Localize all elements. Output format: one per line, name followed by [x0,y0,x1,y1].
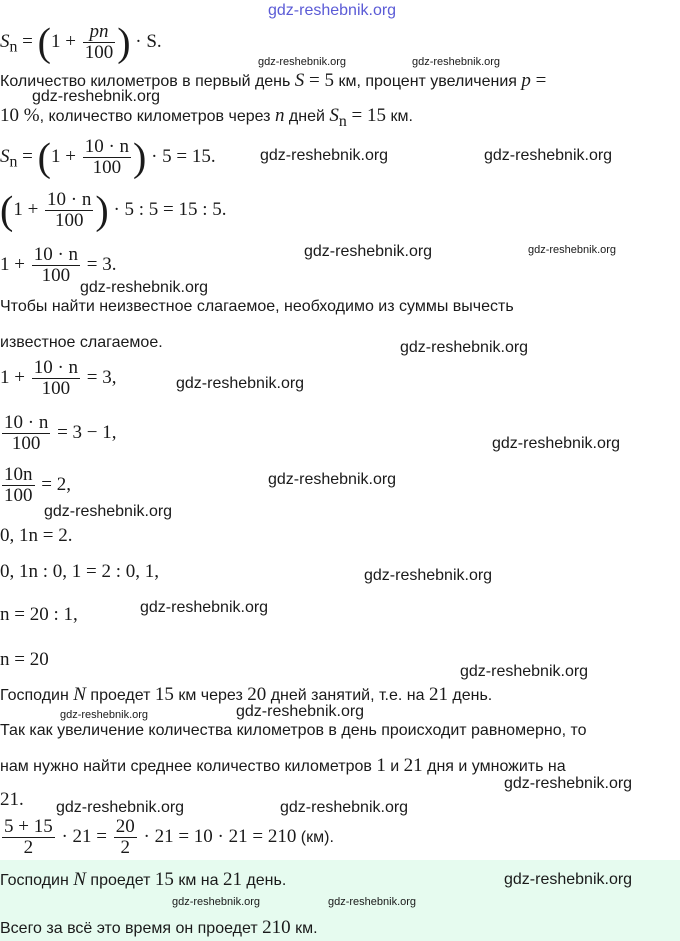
frac-num: pn [89,21,109,42]
eq-sign: = [22,145,33,167]
paren-open: ( [0,187,14,233]
var-n: N [73,869,86,890]
frac-num: 10 · n [84,136,130,157]
watermark: gdz-reshebnik.org [56,799,185,816]
watermark: gdz-reshebnik.org [176,375,305,392]
frac-den: 100 [41,265,71,286]
eq-fraction [2,413,50,454]
eq-s: S [0,145,10,167]
watermark: gdz-reshebnik.org [236,703,365,720]
watermark: gdz-reshebnik.org [172,896,261,908]
answer-line-2 [0,918,318,939]
conclusion-text: день. [447,687,493,704]
given-text: Количество километров в первый день [0,73,295,90]
avg-text: дня и умножить на [422,758,566,775]
frac-den: 100 [4,485,33,506]
eq-one-plus: 1 + [50,145,76,167]
conclusion-text: проедет [85,687,155,704]
equation-8: 0, 1n : 0, 1 = 2 : 0, 1, [0,561,160,582]
eq-fraction [83,137,131,178]
frac-num: 5 + 15 [4,816,53,837]
calc-fraction-1 [2,817,55,858]
conclusion-line [0,685,492,706]
watermark: gdz-reshebnik.org [140,599,269,616]
eq-fraction [32,245,80,286]
frac-num: 10 · n [4,412,49,433]
eq-rest: · 5 = 15. [151,145,216,167]
formula-one-plus: 1 + [50,30,76,52]
watermark: gdz-reshebnik.org [412,56,501,68]
answer-text: Всего за всё это время он проедет [0,920,263,937]
answer-text: Господин [0,872,74,889]
calc-rest: · 21 = 10 · 21 = 210 [143,825,297,847]
frac-num: 10n [4,464,33,485]
frac-den: 100 [84,42,114,63]
avg-line-2 [0,756,566,777]
eq-p: = [530,70,547,91]
given-text: , количество километров через [39,108,275,125]
formula-eq: = [22,30,33,52]
watermark: gdz-reshebnik.org [60,709,149,721]
watermark: gdz-reshebnik.org [328,896,417,908]
final-calculation [0,817,334,858]
formula-times-s: · S. [135,30,162,52]
equation-6 [0,465,71,506]
conclusion-km: 15 [154,684,174,705]
given-text: км. [386,108,413,125]
var-sn: S [329,105,339,126]
formula-sub: n [9,38,18,56]
watermark: gdz-reshebnik.org [460,663,589,680]
equation-9: n = 20 : 1, [0,604,78,625]
eq-fraction [2,465,35,506]
paren-close: ) [117,19,131,65]
eq-one-plus: 1 + [0,253,25,275]
val-p: 10 % [0,105,40,126]
frac-den: 2 [23,837,34,858]
given-line-2 [0,106,413,132]
calc-fraction-2 [114,817,137,858]
watermark: gdz-reshebnik.org [400,339,529,356]
watermark: gdz-reshebnik.org [364,567,493,584]
rule-line-1: Чтобы найти неизвестное слагаемое, необходимо из суммы вычесть [0,298,514,315]
watermark: gdz-reshebnik.org [280,799,409,816]
avg-twentyone: 21 [403,755,423,776]
watermark: gdz-reshebnik.org [492,435,621,452]
avg-line-1: Так как увеличение количества километров в день происходит равномерно, то [0,722,587,739]
var-sn-sub: n [338,112,347,130]
watermark: gdz-reshebnik.org [258,56,347,68]
watermark: gdz-reshebnik.org [504,871,633,888]
conclusion-day: 21 [428,684,448,705]
equation-4 [0,358,117,399]
frac-num: 10 · n [47,189,92,210]
eq-rest: = 3, [86,366,117,388]
eq-sub: n [9,153,18,171]
conclusion-text: дней занятий, т.е. на [266,687,429,704]
conclusion-text: Господин [0,687,74,704]
answer-text: км на [173,872,223,889]
var-n: N [73,684,86,705]
frac-num: 10 · n [33,244,79,265]
given-text: дней [284,108,330,125]
calc-mid: · 21 = [61,825,108,847]
eq-rest: = 3. [86,253,117,275]
answer-total: 210 [262,917,291,938]
calc-unit: (км). [296,828,334,846]
val-s: = 5 [304,70,335,91]
val-sn: = 15 [346,105,386,126]
given-text: км, процент увеличения [334,73,522,90]
watermark: gdz-reshebnik.org [304,243,433,260]
formula-fraction [83,22,116,63]
formula-s: S [0,30,10,52]
watermark: gdz-reshebnik.org [484,147,613,164]
watermark: gdz-reshebnik.org [528,244,617,256]
frac-den: 100 [41,378,71,399]
avg-text: и [385,758,404,775]
eq-one-plus: 1 + [0,366,25,388]
watermark: gdz-reshebnik.org [268,471,397,488]
conclusion-text: км через [173,687,248,704]
eq-rest: = 3 − 1, [57,421,117,443]
paren-open: ( [37,19,51,65]
answer-day: 21 [222,869,242,890]
frac-den: 100 [11,433,41,454]
frac-num: 20 [115,816,135,837]
equation-10: n = 20 [0,649,49,670]
watermark: gdz-reshebnik.org [80,279,209,296]
watermark: gdz-reshebnik.org [504,775,633,792]
frac-den: 2 [120,837,131,858]
given-line-1 [0,71,546,92]
formula-general [0,19,162,65]
eq-fraction [45,190,93,231]
answer-text: км. [290,920,318,937]
answer-text: проедет [85,872,155,889]
eq-fraction [32,358,80,399]
answer-km: 15 [154,869,174,890]
equation-5 [0,413,117,454]
avg-text: нам нужно найти среднее количество километров [0,758,377,775]
eq-one-plus: 1 + [13,198,39,220]
var-p: p [521,70,531,91]
paren-open: ( [37,134,51,180]
equation-2 [0,187,227,233]
equation-3 [0,245,117,286]
watermark-top: gdz-reshebnik.org [268,2,397,19]
paren-close: ) [95,187,109,233]
eq-rest: · 5 : 5 = 15 : 5. [113,198,227,220]
frac-den: 100 [92,157,122,178]
conclusion-days: 20 [247,684,267,705]
watermark: gdz-reshebnik.org [260,147,389,164]
equation-1 [0,134,216,180]
answer-text: день. [241,872,287,889]
paren-close: ) [133,134,147,180]
frac-num: 10 · n [33,357,79,378]
rule-line-2: известное слагаемое. [0,334,163,351]
avg-line-3: 21. [0,789,24,810]
eq-rest: = 2, [41,473,71,495]
var-n: n [274,105,285,126]
equation-7: 0, 1n = 2. [0,525,73,546]
frac-den: 100 [54,210,84,231]
var-s: S [294,70,305,91]
watermark: gdz-reshebnik.org [44,503,173,520]
avg-one: 1 [376,755,386,776]
watermark: gdz-reshebnik.org [32,88,161,105]
answer-line-1 [0,870,286,891]
